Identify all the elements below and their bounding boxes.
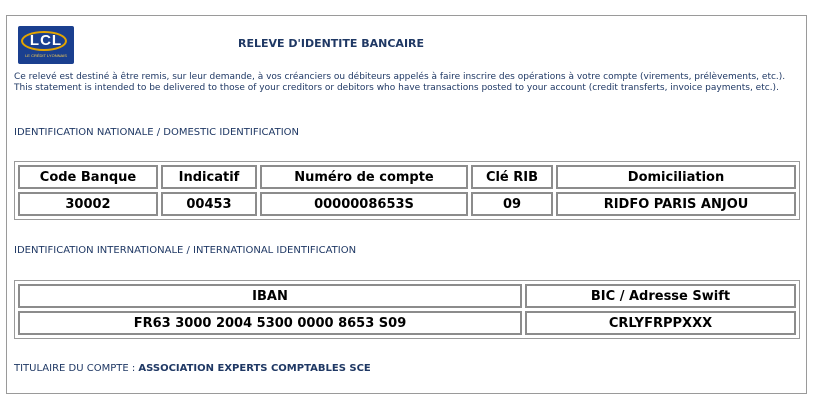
header-indicatif: Indicatif [161,165,257,189]
intro-french: Ce relevé est destiné à être remis, sur leur demande, à vos créanciers ou débiteurs appelés à faire inscrire des opérations à votre compte (virements, prélèvements, etc.). [14,72,786,82]
account-holder-name: ASSOCIATION EXPERTS COMPTABLES SCE [138,363,371,374]
logo-subtitle: LE CRÉDIT LYONNAIS [25,53,67,58]
value-code-banque: 30002 [18,192,158,216]
international-header-row [18,284,796,308]
header-iban: IBAN [18,284,522,308]
national-table [14,161,800,220]
header-code-banque: Code Banque [18,165,158,189]
value-domiciliation: RIDFO PARIS ANJOU [556,192,796,216]
logo-text: LCL [29,32,63,49]
lcl-logo [18,26,74,64]
international-value-row [18,311,796,335]
header-bic: BIC / Adresse Swift [525,284,796,308]
header-domiciliation: Domiciliation [556,165,796,189]
header-cle-rib: Clé RIB [471,165,553,189]
national-heading: IDENTIFICATION NATIONALE / DOMESTIC IDENTIFICATION [14,127,299,138]
national-value-row [18,192,796,216]
account-holder [14,363,371,374]
value-iban: FR63 3000 2004 5300 0000 8653 S09 [18,311,522,335]
page-title: RELEVE D'IDENTITE BANCAIRE [238,37,425,50]
header-numero-compte: Numéro de compte [260,165,468,189]
national-header-row [18,165,796,189]
international-table [14,280,800,339]
value-cle-rib: 09 [471,192,553,216]
account-holder-label: TITULAIRE DU COMPTE : [14,363,139,374]
intro-text [14,72,785,94]
international-heading: IDENTIFICATION INTERNATIONALE / INTERNATIONAL IDENTIFICATION [14,245,357,256]
value-bic: CRLYFRPPXXX [525,311,796,335]
value-indicatif: 00453 [161,192,257,216]
value-numero-compte: 0000008653S [260,192,468,216]
intro-english: This statement is intended to be delivered to those of your creditors or debitors who have transactions posted to your account (credit transferts, invoice payments, etc.). [14,83,779,93]
